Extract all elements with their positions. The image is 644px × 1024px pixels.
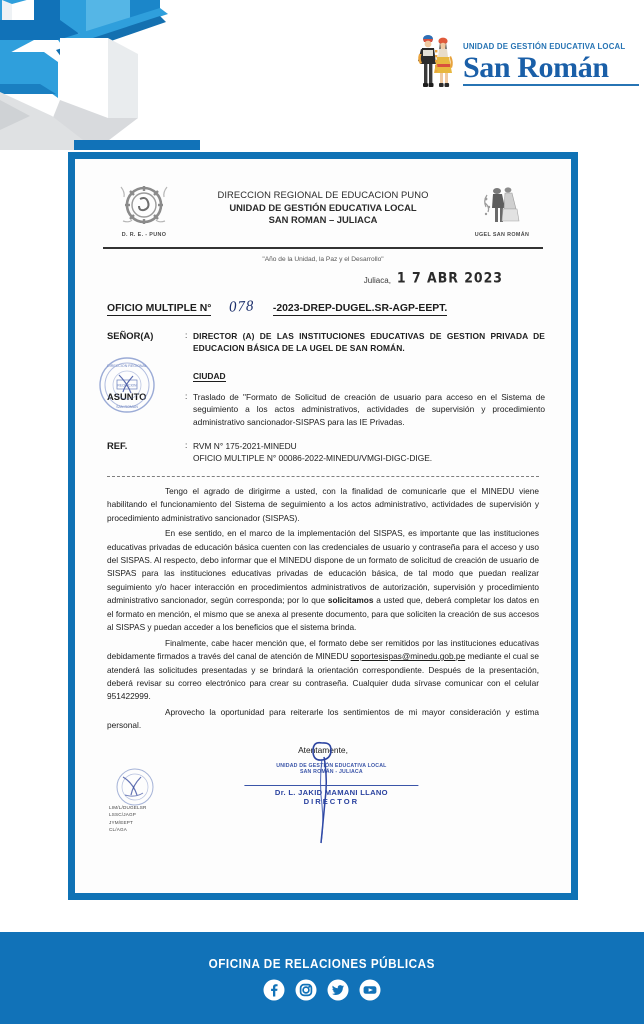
document-body xyxy=(101,485,545,733)
dre-puno-seal-icon xyxy=(117,181,171,231)
initials-line-3: JYM/EEPT xyxy=(109,819,134,825)
twitter-icon[interactable] xyxy=(327,979,349,1001)
signature-stamp-line1: UNIDAD DE GESTIÓN EDUCATIVA LOCAL xyxy=(276,762,387,769)
field-ref xyxy=(107,440,545,465)
signature-name: Dr. L. JAKID MAMANI LLANO xyxy=(274,787,388,797)
document-fields xyxy=(101,330,545,465)
ugel-san-roman-seal xyxy=(463,181,541,238)
brand-underline xyxy=(463,84,639,86)
dre-puno-seal-caption: D. R. E. - PUNO xyxy=(121,232,167,238)
date-city: Juliaca, xyxy=(363,275,391,285)
body-paragraph-2: En ese sentido, en el marco de la implementación del SISPAS, es importante que las instituciones educativas privadas de educación básica cuenten con las credenciales de usuario y contraseña para el acceso y uso del SISPAS. Al respecto, debo informar que el MINEDU dispone de un formato de solicitud de creación de usuario de SISPAS para las instituciones educativas privadas de educación básica, de tal modo que puedan realizar seguimiento y/o hacer interacción en procedimientos administrativos de autorización, supervisión y procedimiento administrativo sancionador, según corresponda; por lo que solicitamos a usted que, deberá completar los datos en el formato en mención, el mismo que se anexa al presente documento, para que soliciten la creación de sus accesos al SISPAS y puedan acceder a los beneficios que el sistema brinda. xyxy=(107,528,539,633)
doc-title-line1: DIRECCION REGIONAL DE EDUCACION PUNO xyxy=(217,189,429,200)
isometric-cubes-decoration xyxy=(0,0,200,150)
signature-rule xyxy=(244,785,418,786)
page-footer xyxy=(0,932,644,1024)
isometric-cubes-icon xyxy=(0,0,200,150)
ref-line-2: OFICIO MULTIPLE N° 00086-2022-MINEDU/VMGI-DIGC-DIGE. xyxy=(193,453,433,464)
oficio-label: OFICIO MULTIPLE N° xyxy=(107,302,212,314)
andean-dancers-icon xyxy=(415,30,457,98)
field-colon: : xyxy=(185,439,188,450)
doc-title-line3: SAN ROMAN – JULIACA xyxy=(268,214,378,226)
field-ciudad: CIUDAD xyxy=(193,370,226,381)
svg-text:DIRECCION REGIONAL: DIRECCION REGIONAL xyxy=(107,364,147,368)
document-page xyxy=(75,159,571,893)
brand-title: San Román xyxy=(463,50,609,84)
body-paragraph-4: Aprovecho la oportunidad para reiterarle los sentimientos de mi mayor consideración y estima personal. xyxy=(107,706,539,731)
received-round-stamp-icon xyxy=(97,355,157,420)
instagram-icon[interactable] xyxy=(295,979,317,1001)
field-label-senor: SEÑOR(A) xyxy=(107,329,154,341)
initials-line-1: LIM/L/DUGELSR xyxy=(109,805,147,811)
signature-stamp-line2: SAN ROMÁN - JULIACA xyxy=(299,769,363,776)
field-value-asunto: Traslado de "Formato de Solicitud de creación de usuario para acceso en el Sistema de seguimiento a los actos administrativos, actividades de supervisión y procedimiento administrativo sancionador-SISPAS para las IE Privadas. xyxy=(193,391,545,428)
dre-puno-seal xyxy=(105,181,183,238)
field-colon: : xyxy=(185,390,188,401)
doc-title-line2: UNIDAD DE GESTIÓN EDUCATIVA LOCAL xyxy=(229,201,417,213)
brand-logo xyxy=(415,30,639,98)
body-paragraph-3: Finalmente, cabe hacer mención que, el formato debe ser remitidos por las instituciones educativas debidamente firmados a través del canal de atención de MINEDU soportesispas@minedu.gob.pe mediante el cual se atenderá las solicitudes presentadas y se brindará la orientación correspondiente. Después de la presentación, deberá revisar su correo electrónico para crear su contraseña. Cualquier duda sírvase comunicar con el celular 951422999. xyxy=(107,637,539,702)
date-stamp: 1 7 ABR 2023 xyxy=(396,268,503,286)
ugel-san-roman-seal-icon xyxy=(477,181,527,231)
field-colon: : xyxy=(185,329,188,340)
field-asunto xyxy=(107,391,545,429)
document-frame xyxy=(68,152,578,900)
oficio-number: 078 xyxy=(228,297,256,316)
social-links xyxy=(263,979,381,1001)
brand-subtitle: UNIDAD DE GESTIÓN EDUCATIVA LOCAL xyxy=(463,41,626,52)
body-paragraph-1: Tengo el agrado de dirigirme a usted, con la finalidad de comunicarle que el MINEDU viene habilitando el funcionamiento del Sistema de seguimiento a los actos administrativo, actividades de supervisión y procedimiento administrativo sancionador (SISPAS). xyxy=(107,485,539,523)
svg-text:RECEPCION: RECEPCION xyxy=(117,383,137,388)
signature-area xyxy=(101,757,545,849)
field-label-asunto: ASUNTO xyxy=(107,390,147,402)
field-label-ref: REF. xyxy=(107,439,128,451)
header-divider xyxy=(103,247,543,249)
oficio-suffix: -2023-DREP-DUGEL.SR-AGP-EEPT. xyxy=(272,302,448,314)
footer-title: OFICINA DE RELACIONES PÚBLICAS xyxy=(208,955,436,971)
ugel-seal-caption: UGEL SAN ROMÁN xyxy=(474,232,530,238)
initials-line-4: CL/AGA xyxy=(109,826,128,832)
initials-block xyxy=(109,804,147,832)
oficio-line xyxy=(101,299,545,316)
dashed-divider xyxy=(107,476,539,477)
year-motto: "Año de la Unidad, la Paz y el Desarrollo" xyxy=(262,255,384,263)
signature-role: DIRECTOR xyxy=(303,796,360,806)
svg-text:SAN ROMAN: SAN ROMAN xyxy=(116,405,138,409)
field-senor xyxy=(107,330,545,355)
facebook-icon[interactable] xyxy=(263,979,285,1001)
document-title-block xyxy=(183,181,463,227)
youtube-icon[interactable] xyxy=(359,979,381,1001)
field-value-senor: DIRECTOR (A) DE LAS INSTITUCIONES EDUCATIVAS DE GESTION PRIVADA DE EDUCACION BÁSICA DE LA UGEL DE SAN ROMÁN. xyxy=(193,330,545,354)
signature-block xyxy=(226,763,436,806)
document-header xyxy=(101,173,545,238)
date-row xyxy=(101,268,545,286)
closing-salutation: Atentamente, xyxy=(298,744,348,755)
ref-line-1: RVM N° 175-2021-MINEDU xyxy=(193,440,297,451)
initials-line-2: LSSC/JAGP xyxy=(109,812,137,818)
